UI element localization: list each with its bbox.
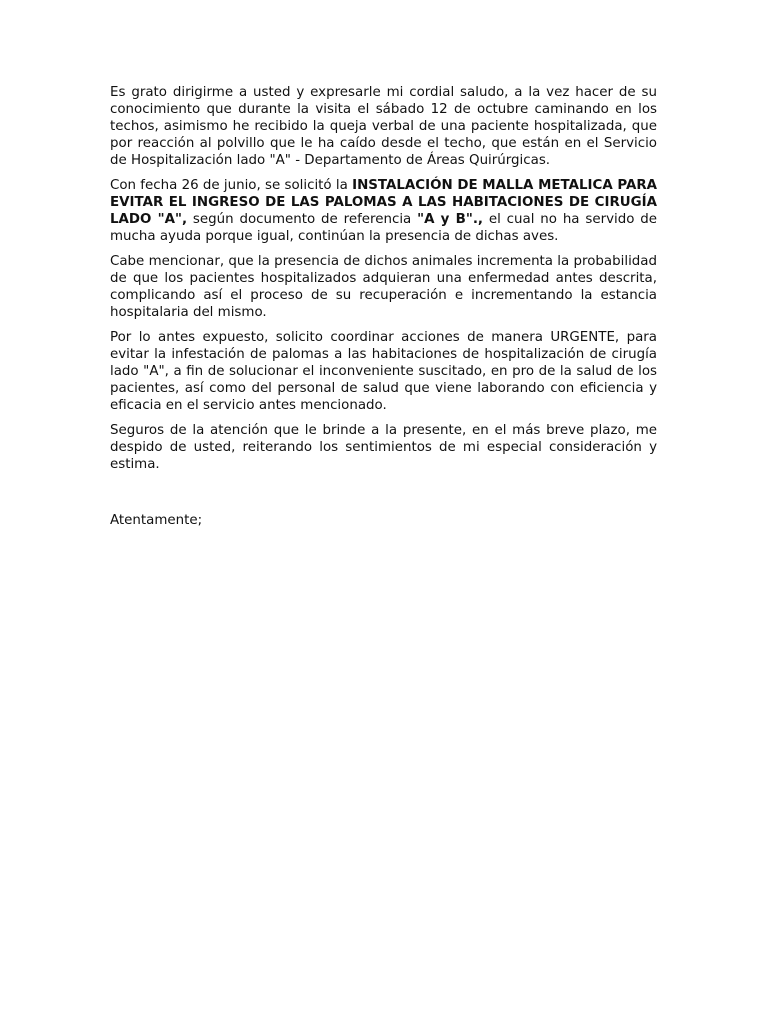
paragraph-farewell: Seguros de la atención que le brinde a la presente, en el más breve plazo, me despido de usted, reiterando los sentimientos de mi especial consideración y estima. xyxy=(110,423,657,472)
request-end-text: el cual no ha servido de mucha ayuda porque igual, continúan la presencia de dichas aves. xyxy=(110,212,658,244)
letter-body xyxy=(110,84,657,529)
closing-text: Atentamente; xyxy=(110,513,203,528)
paragraph-urgent-request: Por lo antes expuesto, solicito coordinar acciones de manera URGENTE, para evitar la infestación de palomas a las habitaciones de hospitalización de cirugía lado "A", a fin de solucionar el inconveniente suscitado, en pro de la salud de los pacientes, así como del personal de salud que viene laborando con eficiencia y eficacia en el servicio antes mencionado. xyxy=(110,330,657,413)
request-intro-text: Con fecha 26 de junio, se solicitó la xyxy=(110,178,353,193)
paragraph-request xyxy=(110,177,657,245)
paragraph-risk: Cabe mencionar, que la presencia de dichos animales incrementa la probabilidad de que los pacientes hospitalizados adquieran una enfermedad antes descrita, complicando así el proceso de su recuperación e incrementando la estancia hospitalaria del mismo. xyxy=(110,254,657,320)
paragraph-greeting: Es grato dirigirme a usted y expresarle mi cordial saludo, a la vez hacer de su conocimiento que durante la visita el sábado 12 de octubre caminando en los techos, asimismo he recibido la queja verbal de una paciente hospitalizada, que por reacción al polvillo que le ha caído desde el techo, que están en el Servicio de Hospitalización lado "A" - Departamento de Áreas Quirúrgicas. xyxy=(110,85,657,168)
request-bold-text: INSTALACIÓN DE MALLA METALICA PARA EVITAR EL INGRESO DE LAS PALOMAS A LAS HABITACIONES DE CIRUGÍA LADO "A", xyxy=(110,178,658,227)
request-middle-text: según documento de referencia xyxy=(187,212,418,227)
reference-bold-text: "A y B"., xyxy=(417,212,484,227)
